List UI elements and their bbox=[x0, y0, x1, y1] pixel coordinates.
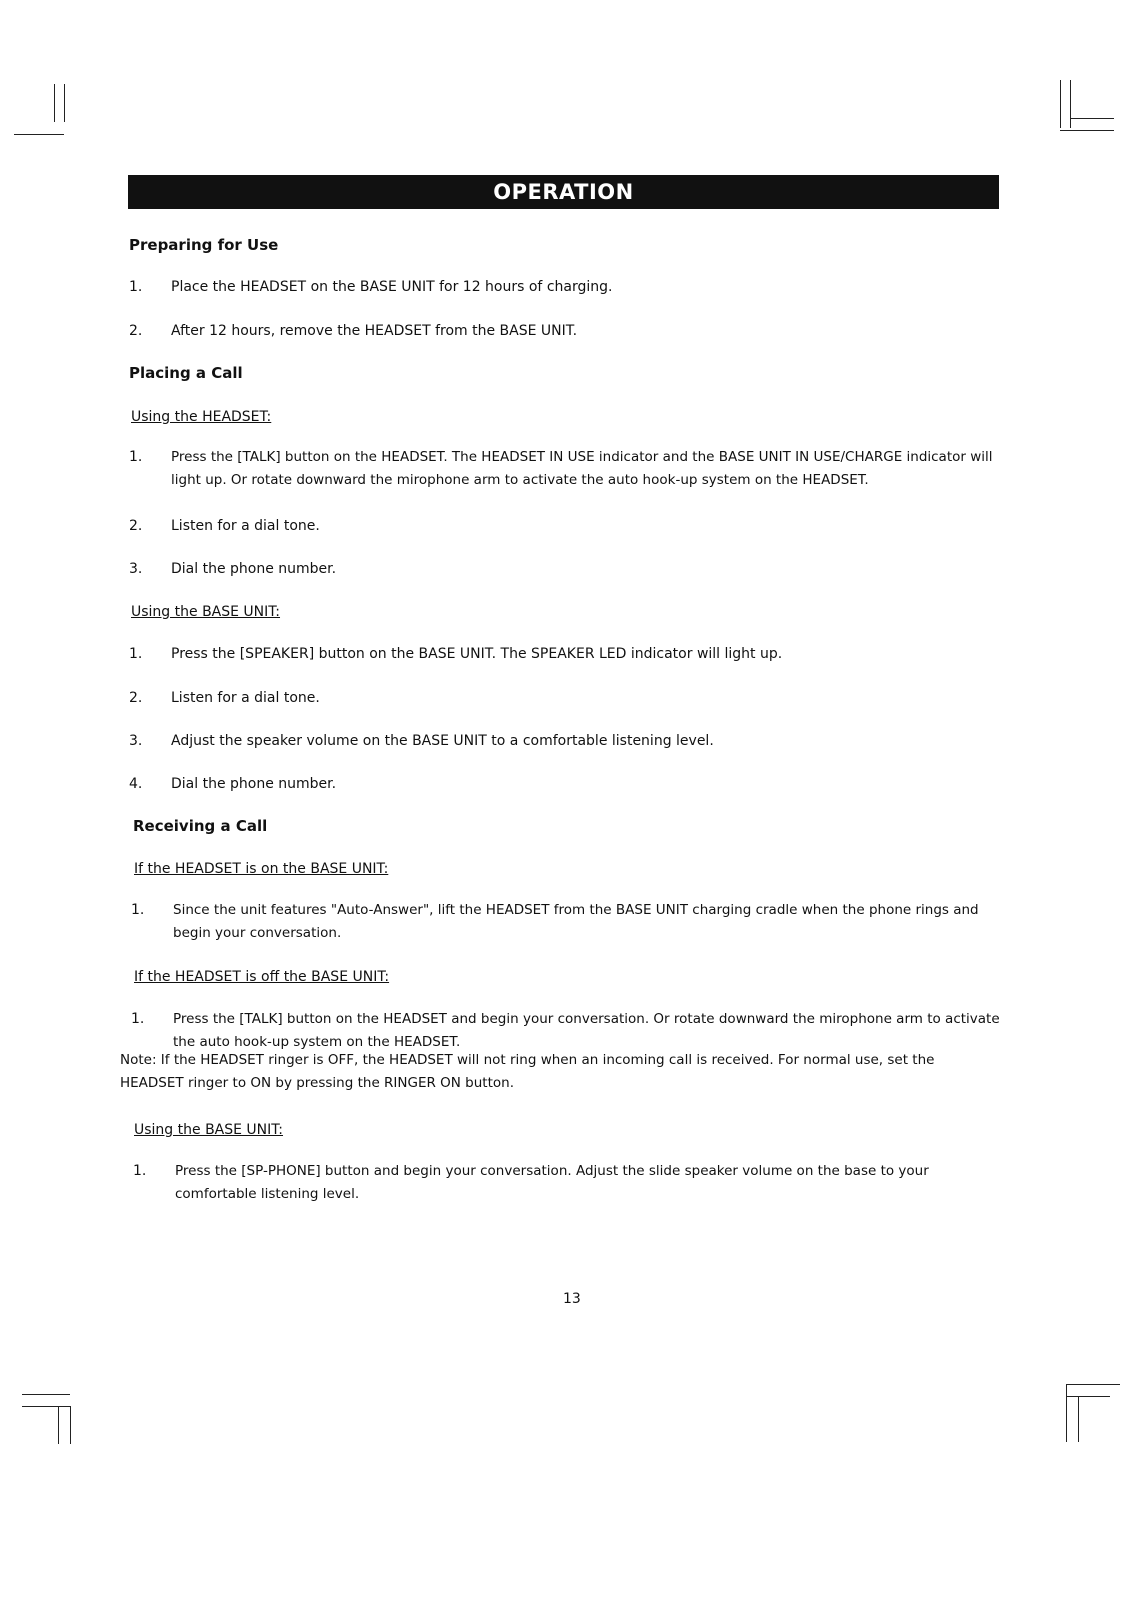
page-number: 13 bbox=[563, 1291, 581, 1307]
list-item bbox=[133, 1160, 1003, 1206]
step-text: Dial the phone number. bbox=[171, 561, 337, 577]
step-text: Press the [SP-PHONE] button and begin your conversation. Adjust the slide speaker volume on the base to your comfortable listening level. bbox=[175, 1163, 929, 1202]
subheading-headset-on-base: If the HEADSET is on the BASE UNIT: bbox=[134, 861, 389, 877]
step-text: Adjust the speaker volume on the BASE UNIT to a comfortable listening level. bbox=[171, 733, 714, 749]
list-item bbox=[129, 643, 989, 666]
step-number: 1. bbox=[133, 1163, 147, 1179]
list-item bbox=[131, 899, 1001, 945]
step-number: 2. bbox=[129, 518, 143, 534]
step-text: Since the unit features "Auto-Answer", lift the HEADSET from the BASE UNIT charging cradle when the phone rings and begin your conversation. bbox=[173, 902, 979, 941]
step-text: Press the [TALK] button on the HEADSET. The HEADSET IN USE indicator and the BASE UNIT IN USE/CHARGE indicator will light up. Or rotate downward the mirophone arm to activate the auto hook-up system on the HEADSET. bbox=[171, 449, 993, 488]
step-number: 2. bbox=[129, 323, 143, 339]
step-text: Listen for a dial tone. bbox=[171, 690, 320, 706]
list-item bbox=[129, 320, 989, 343]
step-text: Dial the phone number. bbox=[171, 776, 337, 792]
step-number: 4. bbox=[129, 776, 143, 792]
subheading-headset-off-base: If the HEADSET is off the BASE UNIT: bbox=[134, 969, 390, 985]
step-number: 1. bbox=[129, 279, 143, 295]
step-number: 2. bbox=[129, 690, 143, 706]
subheading-using-headset: Using the HEADSET: bbox=[131, 409, 272, 425]
step-number: 3. bbox=[129, 561, 143, 577]
note-ringer: Note: If the HEADSET ringer is OFF, the HEADSET will not ring when an incoming call is received. For normal use, set the HEADSET ringer to ON by pressing the RINGER ON button. bbox=[120, 1052, 935, 1091]
list-item bbox=[129, 773, 989, 796]
list-item bbox=[129, 515, 989, 538]
list-item bbox=[131, 1008, 1001, 1054]
step-text: Press the [TALK] button on the HEADSET and begin your conversation. Or rotate downward the mirophone arm to activate the auto hook-up system on the HEADSET. bbox=[173, 1011, 1000, 1050]
step-text: Place the HEADSET on the BASE UNIT for 12 hours of charging. bbox=[171, 279, 613, 295]
subheading-using-base-receiving: Using the BASE UNIT: bbox=[134, 1122, 284, 1138]
list-item bbox=[129, 446, 999, 492]
step-number: 1. bbox=[131, 1011, 145, 1027]
step-number: 1. bbox=[129, 646, 143, 662]
step-text: Press the [SPEAKER] button on the BASE UNIT. The SPEAKER LED indicator will light up. bbox=[171, 646, 783, 662]
step-number: 3. bbox=[129, 733, 143, 749]
step-number: 1. bbox=[129, 449, 143, 465]
list-item bbox=[129, 687, 989, 710]
step-text: After 12 hours, remove the HEADSET from the BASE UNIT. bbox=[171, 323, 578, 339]
list-item bbox=[129, 558, 989, 581]
heading-preparing: Preparing for Use bbox=[129, 236, 279, 254]
list-item bbox=[129, 276, 989, 299]
subheading-using-base: Using the BASE UNIT: bbox=[131, 604, 281, 620]
step-text: Listen for a dial tone. bbox=[171, 518, 320, 534]
step-number: 1. bbox=[131, 902, 145, 918]
heading-receiving: Receiving a Call bbox=[133, 817, 268, 835]
heading-placing: Placing a Call bbox=[129, 364, 243, 382]
list-item bbox=[129, 730, 989, 753]
section-banner: OPERATION bbox=[128, 175, 999, 209]
